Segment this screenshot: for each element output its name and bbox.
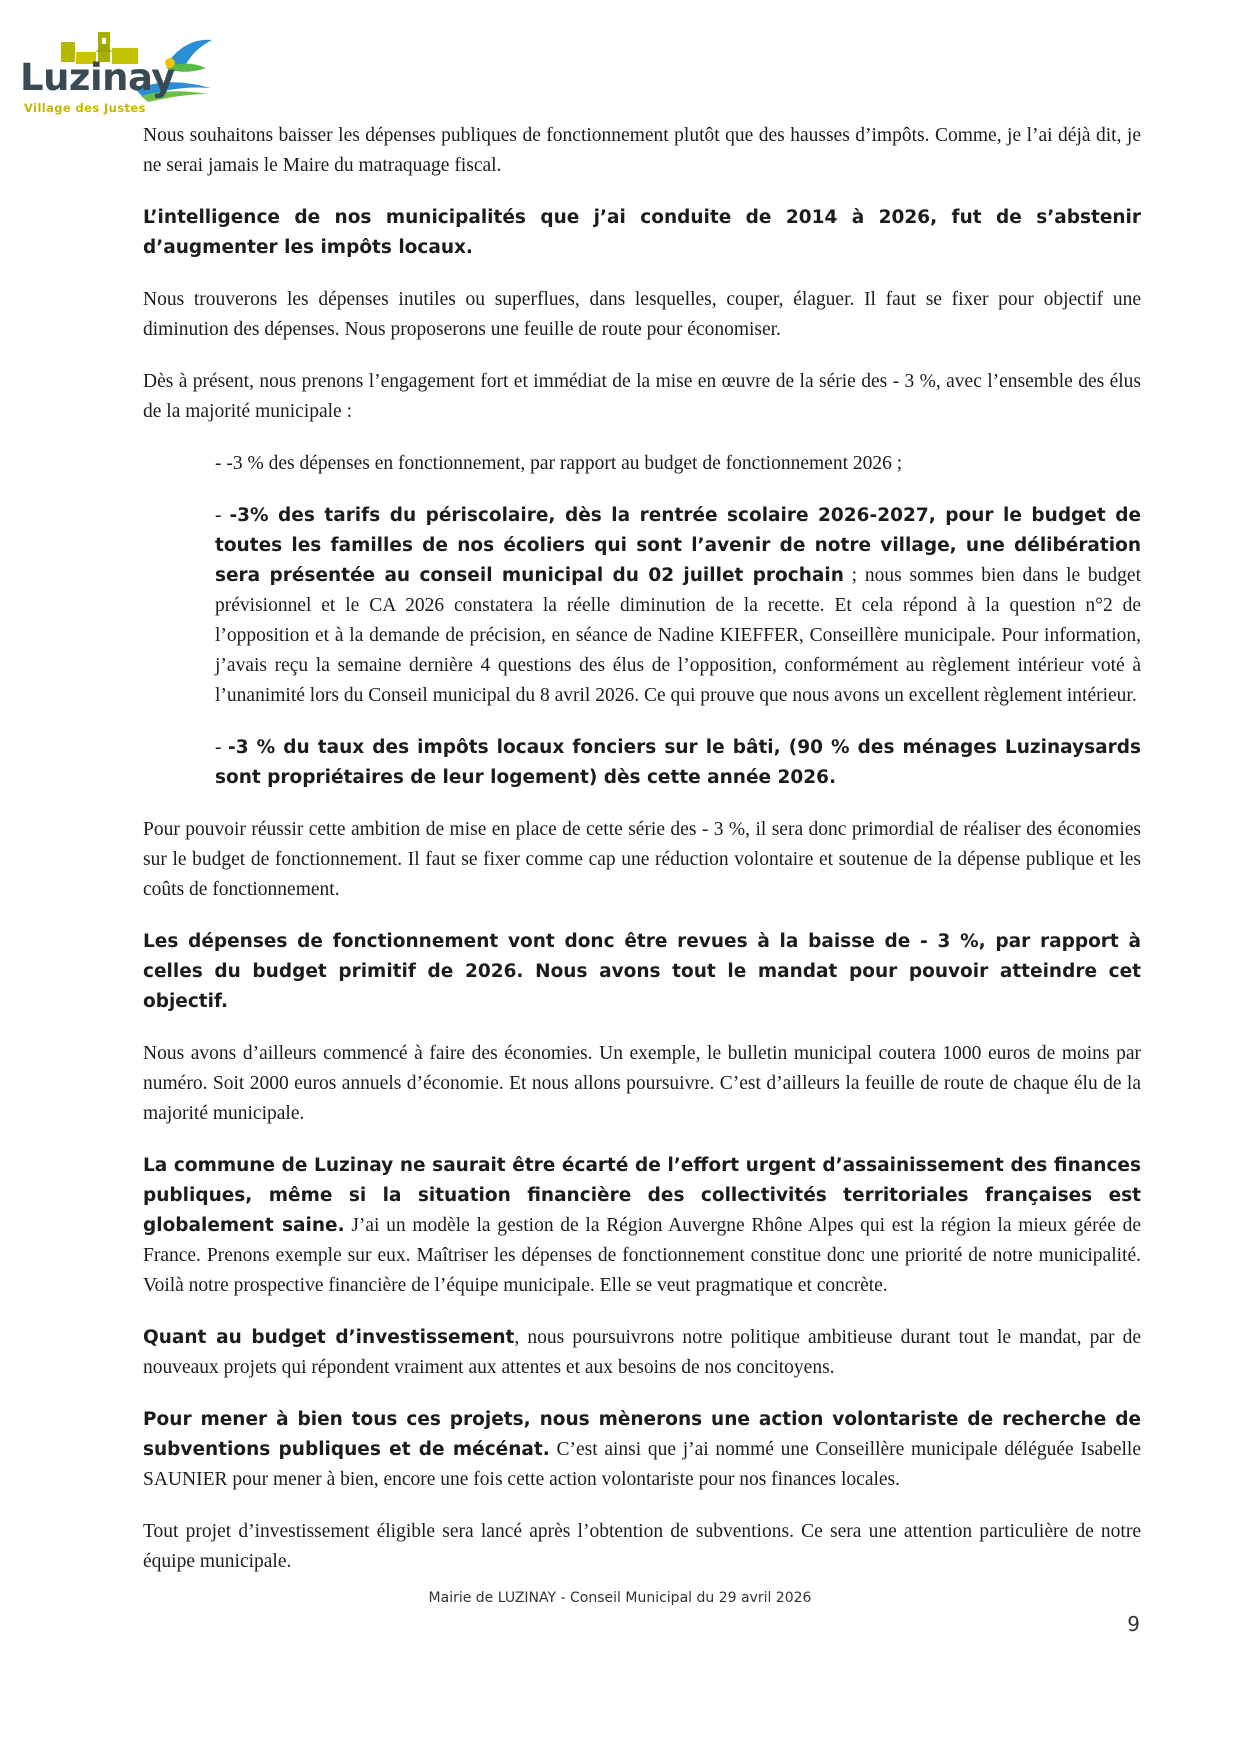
paragraph-9	[143, 1323, 1141, 1383]
logo-subtitle: Village des Justes	[24, 101, 146, 115]
list-item-bold-text: -3% des tarifs du périscolaire, dès la rentrée scolaire 2026-2027, pour le budget de toutes les familles de nos écoliers qui sont l’avenir de notre village, une délibération sera présentée au conseil municipal du 02 juillet prochain	[215, 505, 1141, 586]
paragraph-3	[143, 285, 1141, 345]
paragraph-bold-text: Quant au budget d’investissement	[143, 1327, 515, 1348]
page-number: 9	[1127, 1612, 1140, 1636]
paragraph-text: C’est ainsi que j’ai nommé une Conseillère municipale déléguée Isabelle SAUNIER pour mener à bien, encore une fois cette action volontariste pour nos finances locales.	[143, 1439, 1141, 1490]
list-item-bold-text: -3 % du taux des impôts locaux fonciers sur le bâti, (90 % des ménages Luzinaysards sont propriétaires de leur logement) dès cette année 2026.	[215, 737, 1141, 788]
paragraph-text: , nous poursuivrons notre politique ambitieuse durant tout le mandat, par de nouveaux projets qui répondent vraiment aux attentes et aux besoins de nos concitoyens.	[143, 1327, 1141, 1378]
paragraph-1	[143, 121, 1141, 181]
paragraph-bold-text: La commune de Luzinay ne saurait être écarté de l’effort urgent d’assainissement des finances publiques, même si la situation financière des collectivités territoriales françaises est globalement saine.	[143, 1155, 1141, 1236]
paragraph-bold-text: L’intelligence de nos municipalités que j’ai conduite de 2014 à 2026, fut de s’abstenir d’augmenter les impôts locaux.	[143, 207, 1141, 258]
logo	[16, 28, 226, 115]
list-item-3	[215, 733, 1141, 793]
paragraph-6	[143, 927, 1141, 1017]
list-item-text: - -3 % des dépenses en fonctionnement, par rapport au budget de fonctionnement 2026 ;	[215, 453, 903, 474]
paragraph-10	[143, 1405, 1141, 1495]
list-item-text: ; nous sommes bien dans le budget prévisionnel et le CA 2026 constatera la réelle diminution de la recette. Et cela répond à la question n°2 de l’opposition et à la demande de précision, en séance de Nadine KIEFFER, Conseillère municipale. Pour information, j’avais reçu la semaine dernière 4 questions des élus de l’opposition, conformément au règlement intérieur voté à l’unanimité lors du Conseil municipal du 8 avril 2026. Ce qui prouve que nous avons un excellent règlement intérieur.	[215, 565, 1141, 706]
paragraph-2	[143, 203, 1141, 263]
paragraph-text: Nous avons d’ailleurs commencé à faire des économies. Un exemple, le bulletin municipal coutera 1000 euros de moins par numéro. Soit 2000 euros annuels d’économie. Et nous allons poursuivre. C’est d’ailleurs la feuille de route de chaque élu de la majorité municipale.	[143, 1043, 1141, 1124]
paragraph-5	[143, 815, 1141, 905]
paragraph-7	[143, 1039, 1141, 1129]
paragraph-text: Dès à présent, nous prenons l’engagement fort et immédiat de la mise en œuvre de la série des - 3 %, avec l’ensemble des élus de la majorité municipale :	[143, 371, 1141, 422]
paragraph-bold-text: Pour mener à bien tous ces projets, nous mènerons une action volontariste de recherche de subventions publiques et de mécénat.	[143, 1409, 1141, 1460]
list-item-dash: -	[215, 505, 230, 526]
list-item-dash: -	[215, 737, 229, 758]
paragraph-text: Nous trouverons les dépenses inutiles ou superflues, dans lesquelles, couper, élaguer. Il faut se fixer pour objectif une diminution des dépenses. Nous proposerons une feuille de route pour économiser.	[143, 289, 1141, 340]
logo-name: Luzinay	[20, 56, 175, 99]
list-item-1	[215, 449, 1141, 479]
list-item-2	[215, 501, 1141, 711]
paragraph-text: Pour pouvoir réussir cette ambition de mise en place de cette série des - 3 %, il sera donc primordial de réaliser des économies sur le budget de fonctionnement. Il faut se fixer comme cap une réduction volontaire et soutenue de la dépense publique et les coûts de fonctionnement.	[143, 819, 1141, 900]
paragraph-11	[143, 1517, 1141, 1577]
paragraph-text: J’ai un modèle la gestion de la Région Auvergne Rhône Alpes qui est la région la mieux gérée de France. Prenons exemple sur eux. Maîtriser les dépenses de fonctionnement constitue donc une priorité de notre municipalité. Voilà notre prospective financière de l’équipe municipale. Elle se veut pragmatique et concrète.	[143, 1215, 1141, 1296]
paragraph-text: Tout projet d’investissement éligible sera lancé après l’obtention de subventions. Ce sera une attention particulière de notre équipe municipale.	[143, 1521, 1141, 1572]
paragraph-text: Nous souhaitons baisser les dépenses publiques de fonctionnement plutôt que des hausses d’impôts. Comme, je l’ai déjà dit, je ne serai jamais le Maire du matraquage fiscal.	[143, 125, 1141, 176]
paragraph-bold-text: Les dépenses de fonctionnement vont donc être revues à la baisse de - 3 %, par rapport à celles du budget primitif de 2026. Nous avons tout le mandat pour pouvoir atteindre cet objectif.	[143, 931, 1141, 1012]
paragraph-4	[143, 367, 1141, 427]
paragraph-8	[143, 1151, 1141, 1301]
page-footer: Mairie de LUZINAY - Conseil Municipal du 29 avril 2026	[428, 1590, 812, 1606]
document-body	[143, 121, 1141, 1599]
